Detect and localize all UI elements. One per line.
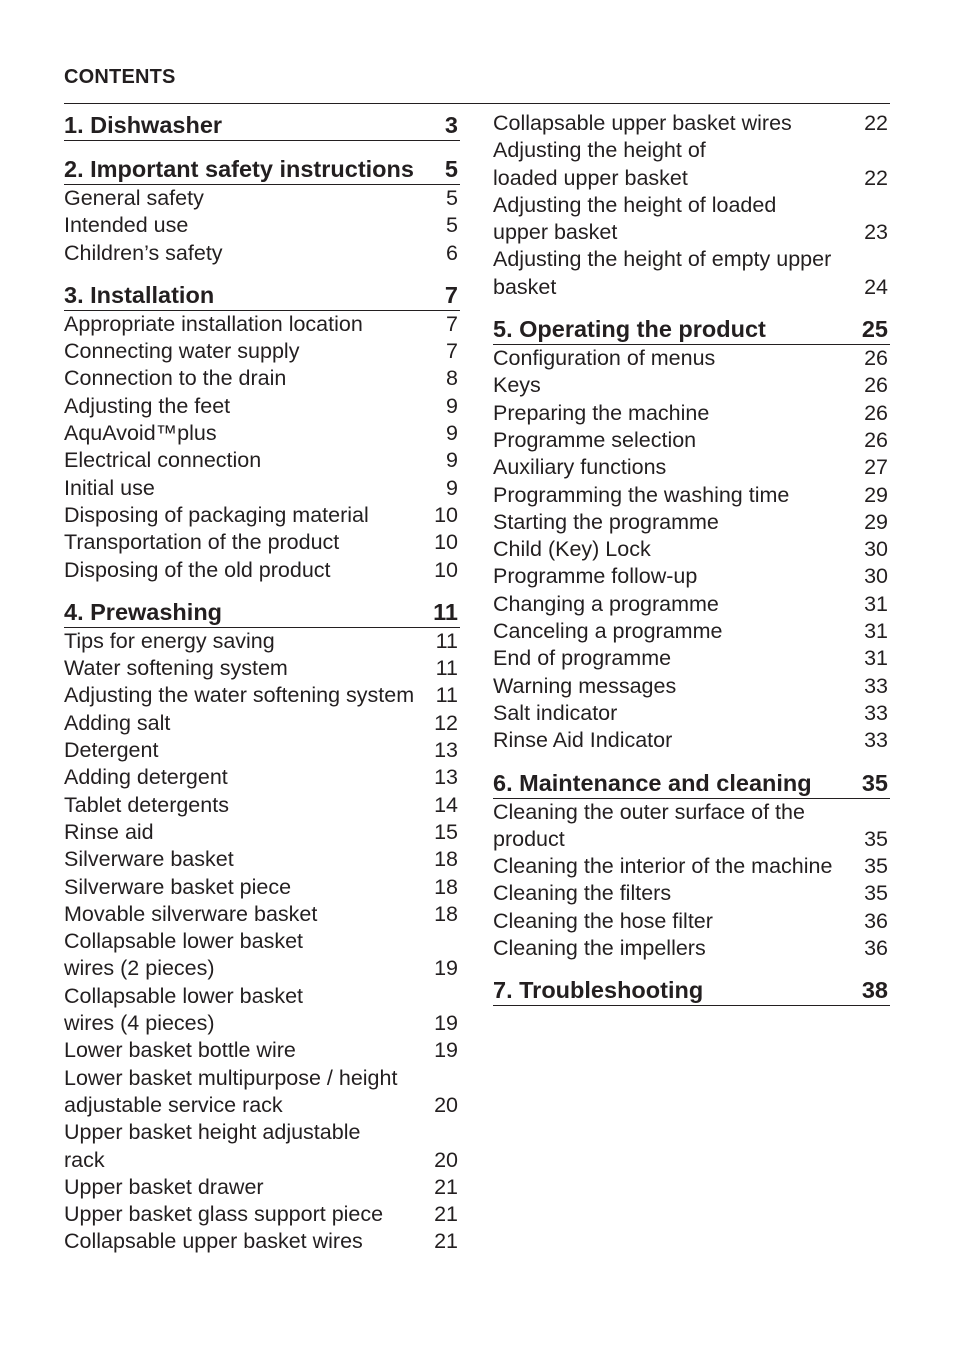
toc-entry[interactable] bbox=[64, 928, 460, 983]
toc-right-column bbox=[493, 110, 890, 1019]
toc-entry[interactable] bbox=[493, 700, 890, 727]
toc-entry[interactable] bbox=[64, 393, 460, 420]
toc-entry[interactable] bbox=[64, 447, 460, 474]
entry-label: End of programme bbox=[493, 646, 672, 671]
entry-label: Salt indicator bbox=[493, 700, 618, 725]
entry-label: AquAvoid™plus bbox=[64, 421, 217, 446]
toc-entry[interactable] bbox=[64, 764, 460, 791]
entry-page-number: 33 bbox=[864, 728, 888, 753]
toc-entry[interactable] bbox=[64, 682, 460, 709]
entry-page-number: 26 bbox=[864, 346, 888, 371]
entry-label: Rinse Aid Indicator bbox=[493, 728, 673, 753]
entry-page-number: 36 bbox=[864, 908, 888, 933]
entry-page-number: 21 bbox=[434, 1174, 458, 1199]
entry-label: Cleaning the outer surface of the product bbox=[493, 799, 805, 851]
entry-page-number: 7 bbox=[446, 311, 458, 336]
entry-page-number: 26 bbox=[864, 400, 888, 425]
entry-list bbox=[493, 345, 890, 754]
entry-page-number: 9 bbox=[446, 475, 458, 500]
entry-label: Tips for energy saving bbox=[64, 628, 275, 653]
entry-label: Canceling a programme bbox=[493, 619, 723, 644]
toc-entry[interactable] bbox=[64, 819, 460, 846]
entry-label: General safety bbox=[64, 186, 204, 210]
toc-entry[interactable] bbox=[493, 935, 890, 962]
toc-entry[interactable] bbox=[64, 502, 460, 529]
entry-list bbox=[64, 628, 460, 1256]
entry-label: Cleaning the hose filter bbox=[493, 908, 713, 933]
toc-entry[interactable] bbox=[64, 655, 460, 682]
entry-page-number: 31 bbox=[864, 619, 888, 644]
entry-page-number: 14 bbox=[434, 792, 458, 817]
entry-page-number: 33 bbox=[864, 673, 888, 698]
entry-list bbox=[493, 110, 890, 301]
entry-page-number: 36 bbox=[864, 936, 888, 961]
section-heading[interactable] bbox=[64, 280, 460, 311]
entry-page-number: 18 bbox=[434, 847, 458, 872]
entry-page-number: 29 bbox=[864, 482, 888, 507]
entry-page-number: 21 bbox=[434, 1229, 458, 1254]
entry-page-number: 9 bbox=[446, 393, 458, 418]
entry-label: Keys bbox=[493, 373, 541, 398]
entry-page-number: 19 bbox=[434, 956, 458, 981]
toc-entry[interactable] bbox=[64, 1174, 460, 1201]
entry-list bbox=[493, 799, 890, 963]
toc-entry[interactable] bbox=[493, 908, 890, 935]
entry-label: Upper basket drawer bbox=[64, 1174, 264, 1199]
entry-label: Transportation of the product bbox=[64, 530, 340, 555]
toc-entry[interactable] bbox=[64, 475, 460, 502]
section-title: 3. Installation bbox=[64, 281, 215, 308]
toc-entry[interactable] bbox=[493, 880, 890, 907]
entry-page-number: 18 bbox=[434, 901, 458, 926]
entry-page-number: 27 bbox=[864, 455, 888, 480]
toc-entry[interactable] bbox=[493, 110, 890, 137]
entry-page-number: 19 bbox=[434, 1038, 458, 1063]
entry-label: Adjusting the feet bbox=[64, 393, 231, 418]
toc-entry[interactable] bbox=[493, 563, 890, 590]
entry-page-number: 30 bbox=[864, 564, 888, 589]
toc-entry[interactable] bbox=[64, 1065, 460, 1120]
entry-list bbox=[64, 311, 460, 584]
entry-page-number: 8 bbox=[446, 366, 458, 391]
section-page-number: 35 bbox=[861, 769, 888, 796]
toc-entry[interactable] bbox=[64, 212, 460, 239]
toc-entry[interactable] bbox=[64, 240, 460, 267]
entry-label: Rinse aid bbox=[64, 819, 154, 844]
entry-page-number: 26 bbox=[864, 373, 888, 398]
entry-label: Movable silverware basket bbox=[64, 901, 318, 926]
entry-label: Silverware basket bbox=[64, 847, 234, 872]
entry-label: Configuration of menus bbox=[493, 346, 716, 371]
toc-entry[interactable] bbox=[64, 710, 460, 737]
entry-label: Warning messages bbox=[493, 673, 677, 698]
entry-page-number: 13 bbox=[434, 738, 458, 763]
entry-label: Intended use bbox=[64, 213, 189, 238]
toc-section bbox=[64, 280, 460, 584]
entry-page-number: 5 bbox=[446, 186, 458, 210]
entry-label: Silverware basket piece bbox=[64, 874, 292, 899]
entry-label: Electrical connection bbox=[64, 448, 262, 473]
entry-label: Auxiliary functions bbox=[493, 455, 667, 480]
toc-entry[interactable] bbox=[64, 874, 460, 901]
section-page-number: 3 bbox=[444, 112, 458, 138]
section-title: 7. Troubleshooting bbox=[493, 977, 704, 1004]
entry-label: Collapsable upper basket wires bbox=[64, 1229, 363, 1254]
entry-label: Initial use bbox=[64, 475, 155, 500]
section-page-number: 25 bbox=[861, 316, 888, 343]
toc-entry[interactable] bbox=[493, 509, 890, 536]
entry-page-number: 11 bbox=[435, 656, 458, 681]
toc-entry[interactable] bbox=[493, 192, 890, 247]
entry-page-number: 9 bbox=[446, 421, 458, 446]
entry-page-number: 21 bbox=[434, 1202, 458, 1227]
toc-entry[interactable] bbox=[493, 727, 890, 754]
entry-label: Detergent bbox=[64, 738, 159, 763]
toc-entry[interactable] bbox=[493, 673, 890, 700]
toc-entry[interactable] bbox=[64, 846, 460, 873]
entry-label: Upper basket height adjustable rack bbox=[64, 1120, 361, 1172]
entry-page-number: 35 bbox=[864, 826, 888, 851]
toc-left-column bbox=[64, 110, 460, 1269]
toc-entry[interactable] bbox=[493, 345, 890, 372]
toc-section bbox=[64, 597, 460, 1256]
entry-label: Appropriate installation location bbox=[64, 311, 363, 336]
entry-label: Water softening system bbox=[64, 656, 288, 681]
entry-page-number: 26 bbox=[864, 427, 888, 452]
toc-section bbox=[493, 975, 890, 1006]
entry-label: Lower basket bottle wire bbox=[64, 1038, 296, 1063]
toc-entry[interactable] bbox=[64, 628, 460, 655]
toc-section bbox=[493, 768, 890, 963]
toc-entry[interactable] bbox=[64, 1201, 460, 1228]
toc-entry[interactable] bbox=[493, 482, 890, 509]
header-divider bbox=[64, 103, 890, 104]
entry-label: Connecting water supply bbox=[64, 339, 300, 364]
entry-label: Upper basket glass support piece bbox=[64, 1202, 384, 1227]
entry-page-number: 35 bbox=[864, 854, 888, 879]
entry-label: Adjusting the height of loaded upper basket bbox=[493, 192, 777, 245]
entry-page-number: 31 bbox=[864, 646, 888, 671]
entry-page-number: 12 bbox=[434, 710, 458, 735]
section-title: 5. Operating the product bbox=[493, 316, 766, 343]
section-title: 4. Prewashing bbox=[64, 598, 223, 625]
toc-entry[interactable] bbox=[64, 557, 460, 584]
entry-page-number: 20 bbox=[434, 1092, 458, 1117]
entry-page-number: 35 bbox=[864, 881, 888, 906]
entry-label: Cleaning the filters bbox=[493, 881, 672, 906]
entry-page-number: 18 bbox=[434, 874, 458, 899]
toc-entry[interactable] bbox=[493, 853, 890, 880]
entry-label: Programme selection bbox=[493, 427, 697, 452]
toc-entry[interactable] bbox=[64, 529, 460, 556]
entry-page-number: 13 bbox=[434, 765, 458, 790]
entry-label: Adjusting the height of empty upper basket bbox=[493, 247, 832, 299]
section-title: 2. Important safety instructions bbox=[64, 156, 414, 182]
page-title: CONTENTS bbox=[64, 66, 176, 88]
toc-entry[interactable] bbox=[493, 427, 890, 454]
entry-label: Lower basket multipurpose / height adjustable service rack bbox=[64, 1065, 398, 1117]
toc-entry[interactable] bbox=[64, 983, 460, 1038]
toc-entry[interactable] bbox=[493, 591, 890, 618]
entry-page-number: 10 bbox=[434, 557, 458, 582]
entry-page-number: 19 bbox=[434, 1011, 458, 1036]
entry-label: Adjusting the height of loaded upper basket bbox=[493, 138, 706, 190]
entry-page-number: 11 bbox=[435, 628, 458, 653]
toc-section bbox=[493, 110, 890, 301]
entry-label: Disposing of packaging material bbox=[64, 502, 369, 527]
entry-label: Collapsable upper basket wires bbox=[493, 111, 792, 135]
entry-page-number: 10 bbox=[434, 502, 458, 527]
entry-label: Changing a programme bbox=[493, 591, 719, 616]
toc-section bbox=[64, 110, 460, 141]
toc-entry[interactable] bbox=[64, 365, 460, 392]
toc-section bbox=[493, 314, 890, 754]
entry-page-number: 15 bbox=[434, 819, 458, 844]
entry-page-number: 9 bbox=[446, 448, 458, 473]
section-page-number: 5 bbox=[444, 156, 458, 182]
toc-entry[interactable] bbox=[64, 1037, 460, 1064]
section-heading[interactable] bbox=[493, 768, 890, 799]
entry-list bbox=[64, 185, 460, 267]
entry-label: Programme follow-up bbox=[493, 564, 698, 589]
entry-label: Programming the washing time bbox=[493, 482, 790, 507]
toc-entry[interactable] bbox=[493, 246, 890, 301]
section-heading[interactable] bbox=[493, 314, 890, 345]
entry-page-number: 5 bbox=[446, 213, 458, 238]
toc-entry[interactable] bbox=[64, 1228, 460, 1255]
entry-label: Cleaning the impellers bbox=[493, 936, 706, 961]
section-heading[interactable] bbox=[64, 597, 460, 628]
entry-label: Adding salt bbox=[64, 710, 171, 735]
section-heading[interactable] bbox=[64, 154, 460, 185]
toc-section bbox=[64, 154, 460, 267]
entry-page-number: 30 bbox=[864, 537, 888, 562]
toc-entry[interactable] bbox=[493, 137, 890, 192]
entry-page-number: 23 bbox=[864, 220, 888, 245]
section-page-number: 11 bbox=[433, 598, 458, 625]
entry-page-number: 10 bbox=[434, 530, 458, 555]
section-page-number: 7 bbox=[444, 281, 458, 308]
toc-entry[interactable] bbox=[493, 372, 890, 399]
entry-page-number: 22 bbox=[864, 165, 888, 190]
toc-entry[interactable] bbox=[493, 454, 890, 481]
entry-label: Starting the programme bbox=[493, 509, 719, 534]
entry-label: Connection to the drain bbox=[64, 366, 287, 391]
toc-entry[interactable] bbox=[64, 311, 460, 338]
entry-page-number: 6 bbox=[446, 240, 458, 265]
toc-entry[interactable] bbox=[493, 645, 890, 672]
entry-page-number: 33 bbox=[864, 700, 888, 725]
toc-entry[interactable] bbox=[493, 618, 890, 645]
section-title: 6. Maintenance and cleaning bbox=[493, 769, 812, 796]
section-heading[interactable] bbox=[493, 975, 890, 1006]
entry-page-number: 20 bbox=[434, 1147, 458, 1172]
entry-page-number: 22 bbox=[864, 111, 888, 135]
entry-label: Collapsable lower basket wires (4 pieces) bbox=[64, 983, 304, 1036]
entry-label: Collapsable lower basket wires (2 pieces) bbox=[64, 929, 304, 981]
toc-entry[interactable] bbox=[64, 185, 460, 212]
toc-entry[interactable] bbox=[493, 536, 890, 563]
entry-page-number: 29 bbox=[864, 509, 888, 534]
toc-entry[interactable] bbox=[64, 737, 460, 764]
toc-entry[interactable] bbox=[493, 400, 890, 427]
entry-page-number: 24 bbox=[864, 274, 888, 299]
toc-entry[interactable] bbox=[64, 1119, 460, 1174]
entry-label: Preparing the machine bbox=[493, 400, 710, 425]
toc-entry[interactable] bbox=[64, 420, 460, 447]
entry-page-number: 31 bbox=[864, 591, 888, 616]
entry-label: Disposing of the old product bbox=[64, 557, 331, 582]
section-heading[interactable] bbox=[64, 110, 460, 141]
entry-label: Adding detergent bbox=[64, 765, 228, 790]
entry-label: Adjusting the water softening system bbox=[64, 683, 415, 708]
entry-label: Cleaning the interior of the machine bbox=[493, 854, 833, 879]
toc-entry[interactable] bbox=[64, 792, 460, 819]
toc-entry[interactable] bbox=[64, 338, 460, 365]
section-title: 1. Dishwasher bbox=[64, 112, 223, 138]
entry-label: Children’s safety bbox=[64, 240, 223, 265]
entry-page-number: 11 bbox=[435, 683, 458, 708]
section-page-number: 38 bbox=[861, 977, 888, 1004]
toc-entry[interactable] bbox=[493, 799, 890, 854]
toc-entry[interactable] bbox=[64, 901, 460, 928]
entry-label: Tablet detergents bbox=[64, 792, 229, 817]
entry-page-number: 7 bbox=[446, 339, 458, 364]
entry-label: Child (Key) Lock bbox=[493, 537, 651, 562]
